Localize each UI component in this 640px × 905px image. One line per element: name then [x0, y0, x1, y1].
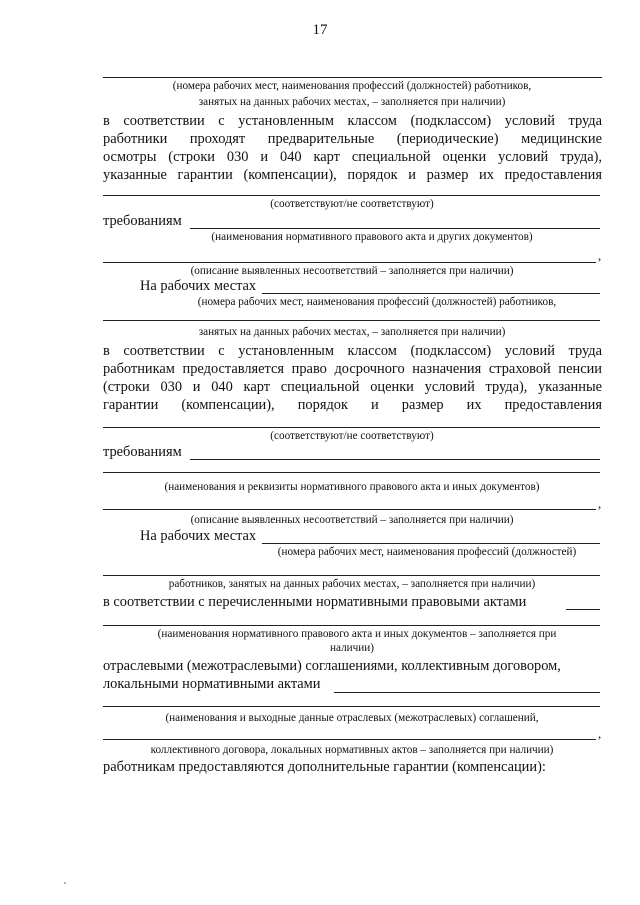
fill-line	[103, 472, 600, 473]
comma: ,	[598, 248, 602, 263]
fill-line	[103, 195, 600, 196]
caption-normative: (наименования нормативного правового акта и других документов)	[211, 231, 533, 243]
caption-conformity: (соответствуют/не соответствуют)	[270, 198, 434, 210]
fill-line	[262, 543, 600, 544]
local-acts-label: локальными нормативными актами	[103, 676, 321, 692]
caption-workplaces: (номера рабочих мест, наименования профессий (должностей) работников,	[172, 80, 532, 92]
final-line: работникам предоставляются дополнительные гарантии (компенсации):	[103, 759, 546, 775]
accordance-line: в соответствии с перечисленными нормативными правовыми актами	[103, 594, 527, 610]
fill-line	[103, 575, 600, 576]
fill-line	[103, 625, 600, 626]
paragraph-line: (строки 030 и 040 карт специальной оценки условий труда), указанные	[103, 379, 602, 395]
paragraph-line: работники проходят предварительные (периодические) медицинские	[103, 131, 602, 147]
paragraph-line: в соответствии с установленным классом (подклассом) условий труда	[103, 343, 602, 359]
caption-agreements-cont: коллективного договора, локальных нормативных актов – заполняется при наличии)	[150, 744, 554, 756]
caption-workplaces-cont: занятых на данных рабочих местах, – заполняется при наличии)	[198, 326, 506, 338]
fill-line	[190, 228, 600, 229]
fill-line	[103, 320, 600, 321]
workplaces-label: На рабочих местах	[140, 528, 257, 544]
paragraph-line: работникам предоставляется право досрочного назначения страховой пенсии	[103, 361, 602, 377]
workplaces-label: На рабочих местах	[140, 278, 257, 294]
paragraph-line: в соответствии с установленным классом (подклассом) условий труда	[103, 113, 602, 129]
caption-nonconformity: (описание выявленных несоответствий – заполняется при наличии)	[190, 514, 514, 526]
fill-line	[103, 427, 600, 428]
requirements-label: требованиям	[103, 213, 182, 229]
fill-line	[566, 609, 600, 610]
comma: ,	[598, 496, 602, 511]
fill-line	[190, 459, 600, 460]
scan-mark	[64, 882, 66, 884]
fill-line	[103, 262, 596, 263]
caption-workplaces-cont: работников, занятых на данных рабочих местах, – заполняется при наличии)	[168, 578, 536, 590]
caption-workplaces-cont: занятых на данных рабочих местах, – заполняется при наличии)	[198, 96, 506, 108]
fill-line	[262, 293, 600, 294]
caption-normative: (наименования и реквизиты нормативного правового акта и иных документов)	[164, 481, 540, 493]
fill-line	[103, 739, 596, 740]
paragraph-line: указанные гарантии (компенсации), порядок и размер их предоставления	[103, 167, 602, 183]
caption-acts-cont: наличии)	[330, 642, 374, 654]
caption-acts: (наименования нормативного правового акта и иных документов – заполняется при	[157, 628, 557, 640]
caption-workplaces: (номера рабочих мест, наименования профессий (должностей) работников,	[197, 296, 557, 308]
fill-line	[103, 77, 602, 78]
fill-line	[103, 706, 600, 707]
paragraph-line: гарантии (компенсации), порядок и размер их предоставления	[103, 397, 602, 413]
caption-conformity: (соответствуют/не соответствуют)	[270, 430, 434, 442]
page-number: 17	[312, 22, 328, 38]
requirements-label: требованиям	[103, 444, 182, 460]
agreements-line: отраслевыми (межотраслевыми) соглашениями, коллективным договором,	[103, 658, 561, 674]
paragraph-line: осмотры (строки 030 и 040 карт специальной оценки условий труда),	[103, 149, 602, 165]
caption-agreements: (наименования и выходные данные отраслевых (межотраслевых) соглашений,	[165, 712, 539, 724]
comma: ,	[598, 726, 602, 741]
fill-line	[103, 509, 596, 510]
caption-workplaces: (номера рабочих мест, наименования профессий (должностей)	[277, 546, 577, 558]
caption-nonconformity: (описание выявленных несоответствий – заполняется при наличии)	[190, 265, 514, 277]
fill-line	[334, 692, 600, 693]
